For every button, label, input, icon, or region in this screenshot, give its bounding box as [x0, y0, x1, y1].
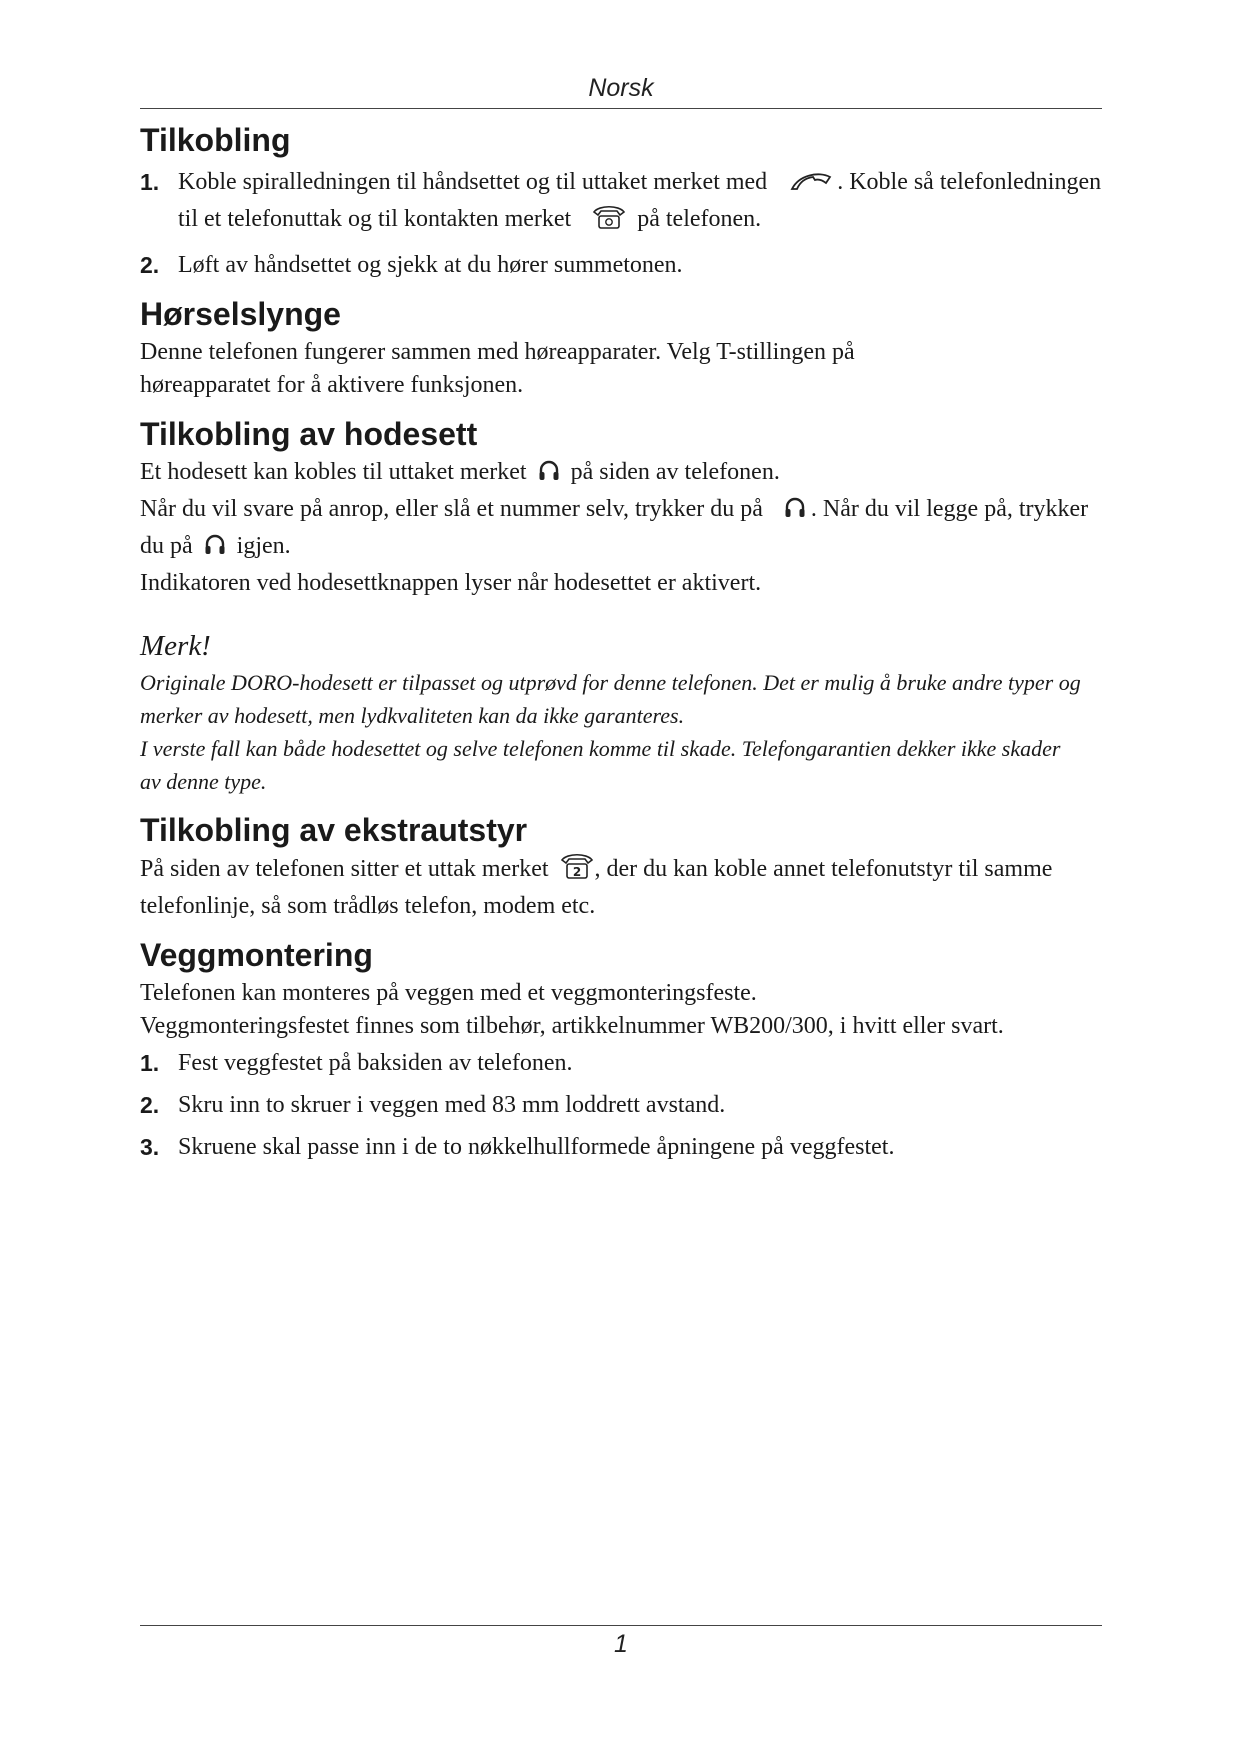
section-title: Tilkobling av ekstrautstyr	[140, 812, 528, 848]
step-number: 3.	[140, 1134, 160, 1160]
list-item	[140, 1131, 1120, 1164]
section-tilkobling	[140, 118, 1120, 282]
step-list	[140, 1047, 1120, 1164]
section-title: Veggmontering	[140, 937, 373, 973]
step-list	[140, 166, 1120, 282]
page-content	[140, 118, 1120, 1174]
step-text: Skruene skal passe inn i de to nøkkelhullformede åpningene på veggfestet.	[178, 1134, 895, 1160]
page-footer	[140, 1625, 1102, 1659]
step-text: Fest veggfestet på baksiden av telefonen.	[178, 1050, 573, 1076]
note-box	[140, 626, 1120, 798]
note-text: Originale DORO-hodesett er tilpasset og utprøvd for denne telefonen. Det er mulig å bruke andre typer og merker av hodesett, men lydkvaliteten kan da ikke garanteres.	[140, 670, 1081, 728]
handset-icon	[789, 169, 833, 203]
paragraph: Når du vil svare på anrop, eller slå et nummer selv, trykker du på . Når du vil legge på, trykker du på igjen.	[140, 493, 1110, 567]
section-title: Tilkobling	[140, 122, 291, 158]
section-horselslynge	[140, 292, 1120, 402]
list-item	[140, 249, 1120, 282]
note-text: I verste fall kan både hodesettet og selve telefonen komme til skade. Telefongarantien dekker ikke skader av denne type.	[140, 736, 1061, 794]
page-header	[140, 72, 1102, 109]
note-title: Merk!	[140, 630, 211, 662]
step-number: 1.	[140, 1050, 160, 1076]
paragraph: På siden av telefonen sitter et uttak merket 2 , der du kan koble annet telefonutstyr til samme telefonlinje, så som trådløs telefon, modem etc.	[140, 852, 1100, 923]
step-text: Koble spiralledningen til håndsettet og til uttaket merket med	[178, 169, 768, 195]
paragraph: Et hodesett kan kobles til uttaket merket på siden av telefonen.	[140, 456, 1120, 493]
list-item	[140, 1089, 1120, 1122]
step-text: . Koble så telefonledningen til et telefonuttak og til kontakten merket	[178, 169, 1102, 232]
step-text: Skru inn to skruer i veggen med 83 mm loddrett avstand.	[178, 1092, 726, 1118]
paragraph: Indikatoren ved hodesettknappen lyser når hodesettet er aktivert.	[140, 570, 762, 596]
paragraph: Veggmonteringsfestet finnes som tilbehør, artikkelnummer WB200/300, i hvitt eller svart.	[140, 1013, 1004, 1039]
headset-icon	[537, 459, 561, 493]
step-text: på telefonen.	[637, 206, 762, 232]
list-item	[140, 166, 1120, 240]
step-number: 2.	[140, 252, 160, 278]
paragraph: Denne telefonen fungerer sammen med høreapparater. Velg T-stillingen på høreapparatet for å aktivere funksjonen.	[140, 339, 855, 398]
section-title: Hørselslynge	[140, 296, 341, 332]
section-veggmontering	[140, 933, 1120, 1164]
headset-icon	[203, 533, 227, 567]
step-number: 1.	[140, 169, 160, 195]
telephone-icon	[591, 204, 627, 240]
section-title: Tilkobling av hodesett	[140, 416, 478, 452]
step-number: 2.	[140, 1092, 160, 1118]
headset-icon	[783, 496, 807, 530]
svg-text:2: 2	[572, 865, 581, 879]
telephone-2-icon	[559, 852, 595, 890]
step-text: Løft av håndsettet og sjekk at du hører summetonen.	[178, 252, 683, 278]
section-hodesett	[140, 412, 1120, 600]
section-ekstrautstyr	[140, 808, 1120, 923]
paragraph: Telefonen kan monteres på veggen med et veggmonteringsfeste.	[140, 980, 757, 1006]
header-language: Norsk	[588, 74, 654, 102]
page-number: 1	[614, 1630, 628, 1658]
list-item	[140, 1047, 1120, 1080]
